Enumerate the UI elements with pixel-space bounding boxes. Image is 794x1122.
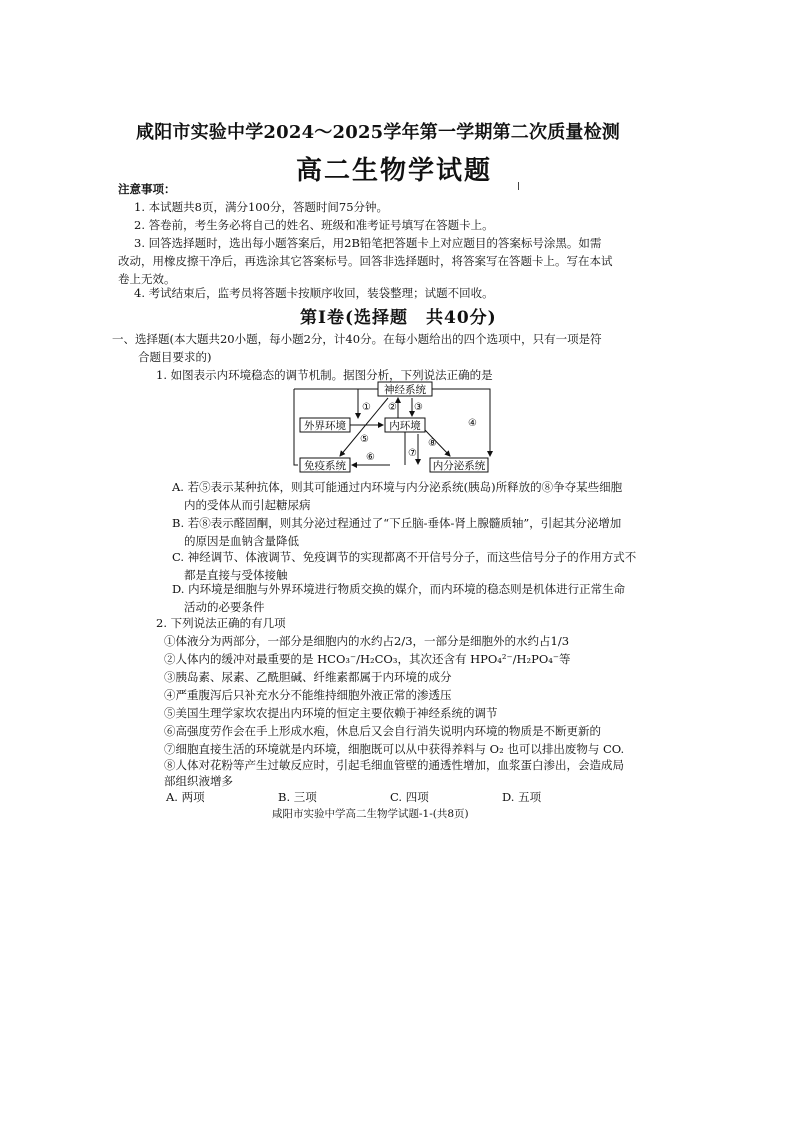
q1-option-a: A. 若⑤表示某种抗体，则其可能通过内环境与内分泌系统(胰岛)所释放的⑧争夺某些细胞 [172,480,623,494]
q2-item-2: ②人体内的缓冲对最重要的是 HCO₃⁻/H₂CO₃，其次还含有 HPO₄²⁻/H₂PO₄⁻等 [164,652,571,666]
notice-heading: 注意事项： [118,182,176,196]
regulation-diagram [290,380,500,479]
exam-title: 咸阳市实验中学2024～2025学年第一学期第二次质量检测 [136,122,620,143]
q2-item-8: ⑧人体对花粉等产生过敏反应时，引起毛细血管壁的通透性增加，血浆蛋白渗出，会造成局 [164,758,624,772]
notice-item-3-cont2: 卷上无效。 [118,272,176,286]
notice-item-3: 3. 回答选择题时，选出每小题答案后，用2B铅笔把答题卡上对应题目的答案标号涂黑。如需 [134,236,602,250]
external-env-label: 外界环境 [304,420,346,432]
q1-option-d: D. 内环境是细胞与外界环境进行物质交换的媒介，而内环境的稳态则是机体进行正常生命 [172,582,626,596]
q2-item-5: ⑤美国生理学家坎农提出内环境的恒定主要依赖于神经系统的调节 [164,706,498,720]
q2-item-4: ④严重腹泻后只补充水分不能维持细胞外液正常的渗透压 [164,688,452,702]
label-7: ⑦ [408,448,417,459]
label-3: ③ [414,402,423,413]
q2-stem: 2. 下列说法正确的有几项 [156,616,286,630]
q2-choice-d: D. 五项 [502,790,542,804]
q1-option-c: C. 神经调节、体液调节、免疫调节的实现都离不开信号分子，而这些信号分子的作用方式不 [172,550,637,564]
q1-option-c-cont: 都是直接与受体接触 [184,568,288,582]
internal-env-label: 内环境 [389,420,421,432]
q1-option-a-cont: 内的受体从而引起糖尿病 [184,498,311,512]
q2-choice-c: C. 四项 [390,790,429,804]
label-1: ① [362,402,371,413]
q2-item-1: ①体液分为两部分，一部分是细胞内的水约占2/3，一部分是细胞外的水约占1/3 [164,634,570,648]
q2-choice-a: A. 两项 [166,790,205,804]
label-6: ⑥ [366,452,375,463]
immune-system-label: 免疫系统 [304,460,346,472]
notice-item-2: 2. 答卷前，考生务必将自己的姓名、班级和准考证号填写在答题卡上。 [134,218,494,232]
notice-item-1: 1. 本试题共8页，满分100分，答题时间75分钟。 [134,200,389,214]
label-5: ⑤ [360,434,369,445]
q1-option-b: B. 若⑧表示醛固酮，则其分泌过程通过了“下丘脑-垂体-肾上腺髓质轴”，引起其分泌增加 [172,516,622,530]
q2-item-7: ⑦细胞直接生活的环境就是内环境，细胞既可以从中获得养料与 O₂ 也可以排出废物与 CO. [164,742,625,756]
label-8: ⑧ [428,438,437,449]
q2-item-3: ③胰岛素、尿素、乙酰胆碱、纤维素都属于内环境的成分 [164,670,452,684]
q2-item-6: ⑥高强度劳作会在手上形成水疱，休息后又会自行消失说明内环境的物质是不断更新的 [164,724,601,738]
endocrine-system-label: 内分泌系统 [432,460,486,472]
section-intro: 一、选择题(本大题共20小题，每小题2分，计40分。在每小题给出的四个选项中，只有一项是符 [112,332,602,346]
label-2: ② [388,402,397,413]
scan-mark [518,182,519,190]
q1-stem: 1. 如图表示内环境稳态的调节机制。据图分析，下列说法正确的是 [156,368,493,382]
q2-choice-b: B. 三项 [278,790,317,804]
immune-link-line [294,389,298,465]
notice-item-4: 4. 考试结束后，监考员将答题卡按顺序收回，装袋整理；试题不回收。 [134,286,494,300]
q1-option-b-cont: 的原因是血钠含量降低 [184,534,299,548]
section-intro-cont: 合题目要求的) [138,350,212,364]
section-title: 第Ⅰ卷(选择题 共40分) [300,308,497,328]
label-4: ④ [468,418,477,429]
exam-subtitle: 高二生物学试题 [296,156,493,186]
nervous-system-label: 神经系统 [384,384,426,396]
q2-item-8-cont: 部组织液增多 [164,774,233,788]
regulation-diagram-svg [290,380,500,475]
notice-item-3-cont: 改动，用橡皮擦干净后，再选涂其它答案标号。回答非选择题时，将答案写在答题卡上。写在本试 [118,254,613,268]
q1-option-d-cont: 活动的必要条件 [184,600,265,614]
page-footer: 咸阳市实验中学高二生物学试题-1-(共8页) [272,808,469,820]
